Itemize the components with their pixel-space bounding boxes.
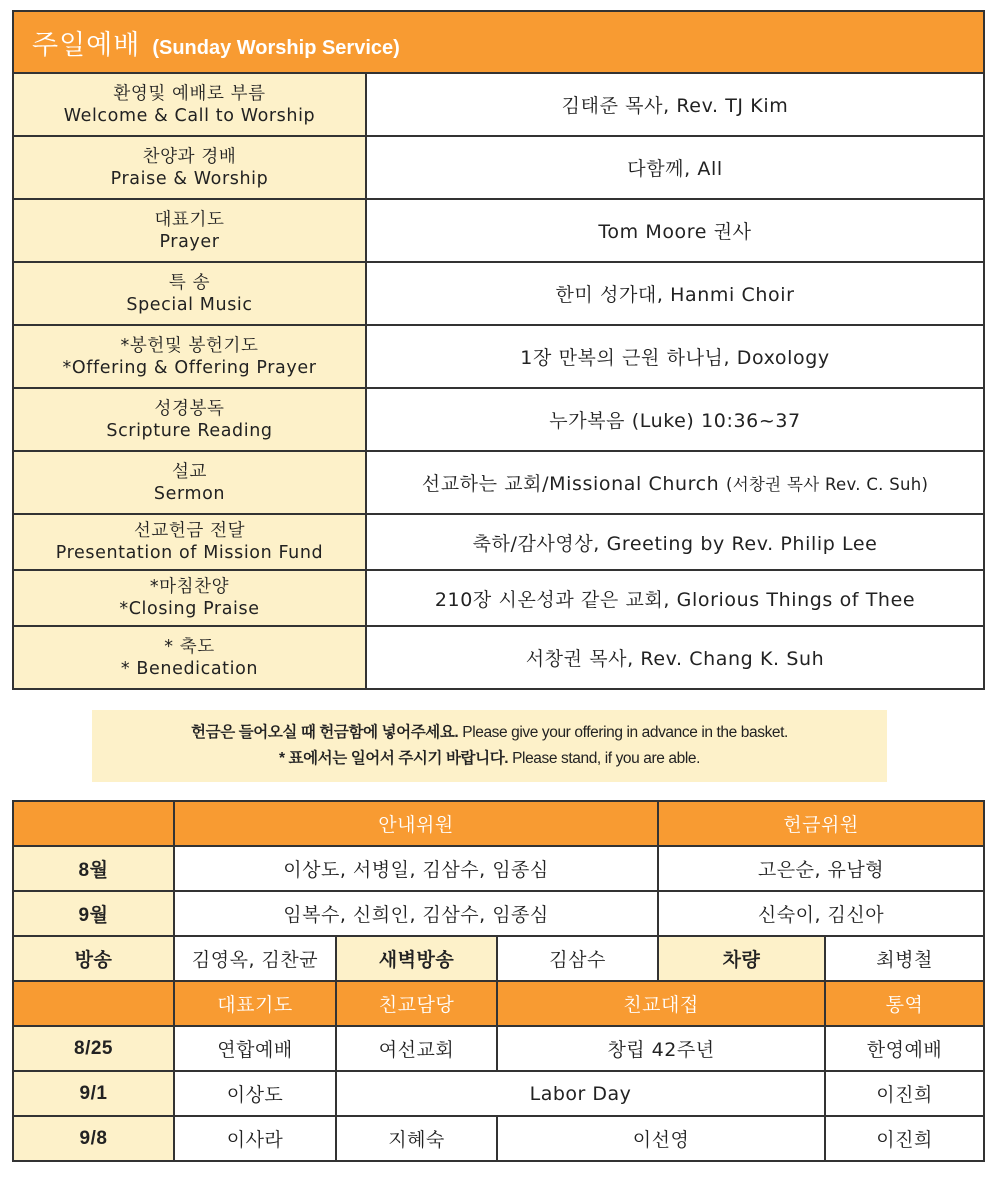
- dawn-broadcast-cell: 김삼수: [497, 936, 658, 981]
- vehicle-label: 차량: [658, 936, 825, 981]
- sermon-preacher: (서창권 목사 Rev. C. Suh): [725, 475, 929, 494]
- fellowship-duty-cell: 지혜숙: [336, 1116, 497, 1161]
- order-item: [13, 73, 366, 136]
- order-item: [13, 199, 366, 262]
- notice-line-1: [92, 720, 887, 746]
- order-item-ko: 특 송: [168, 272, 211, 293]
- usher-header: 안내위원: [174, 801, 658, 846]
- order-leader: 210장 시온성과 같은 교회, Glorious Things of Thee: [366, 570, 984, 626]
- interpretation-header: 통역: [825, 981, 984, 1026]
- order-item: [13, 136, 366, 199]
- week-date: 8/25: [13, 1026, 174, 1071]
- order-item: [13, 626, 366, 689]
- order-item-en: Special Music: [126, 294, 253, 315]
- notice-line-1-ko: 헌금은 들어오실 때 헌금함에 넣어주세요.: [191, 724, 459, 741]
- dawn-broadcast-label: 새벽방송: [336, 936, 497, 981]
- labor-day-cell: Labor Day: [336, 1071, 825, 1116]
- month-label: 9월: [13, 891, 174, 936]
- interpretation-cell: 이진희: [825, 1116, 984, 1161]
- notice-line-1-en: Please give your offering in advance in the basket.: [462, 724, 788, 741]
- week-date: 9/1: [13, 1071, 174, 1116]
- order-item-en: Welcome & Call to Worship: [63, 105, 316, 126]
- order-item-ko: 환영및 예배로 부름: [113, 83, 266, 104]
- order-item-en: Scripture Reading: [106, 420, 273, 441]
- order-item-ko: *마침찬양: [149, 577, 230, 597]
- interpretation-cell: 이진희: [825, 1071, 984, 1116]
- order-item: [13, 570, 366, 626]
- prayer-cell: 연합예배: [174, 1026, 336, 1071]
- fellowship-duty-header: 친교담당: [336, 981, 497, 1026]
- offering-notice: [92, 710, 887, 782]
- fellowship-duty-cell: 여선교회: [336, 1026, 497, 1071]
- fellowship-hosting-cell: 창립 42주년: [497, 1026, 825, 1071]
- month-label: 8월: [13, 846, 174, 891]
- order-item-ko: 성경봉독: [154, 398, 225, 419]
- interpretation-cell: 한영예배: [825, 1026, 984, 1071]
- corner-cell: [13, 981, 174, 1026]
- order-item-ko: 설교: [171, 461, 207, 482]
- vehicle-cell: 최병철: [825, 936, 984, 981]
- notice-line-2-en: Please stand, if you are able.: [512, 750, 700, 767]
- order-item-en: Sermon: [153, 483, 226, 504]
- fellowship-hosting-cell: 이선영: [497, 1116, 825, 1161]
- order-leader: 축하/감사영상, Greeting by Rev. Philip Lee: [366, 514, 984, 570]
- broadcast-label: 방송: [13, 936, 174, 981]
- prayer-cell: 이상도: [174, 1071, 336, 1116]
- order-leader: 한미 성가대, Hanmi Choir: [366, 262, 984, 325]
- order-item-ko: 대표기도: [154, 209, 225, 230]
- order-item-en: Prayer: [159, 231, 220, 252]
- fellowship-hosting-header: 친교대접: [497, 981, 825, 1026]
- week-date: 9/8: [13, 1116, 174, 1161]
- order-item-en: Praise & Worship: [110, 168, 269, 189]
- order-leader: 1장 만복의 근원 하나님, Doxology: [366, 325, 984, 388]
- sermon-title: 선교하는 교회/Missional Church: [421, 473, 720, 495]
- prayer-header: 대표기도: [174, 981, 336, 1026]
- service-title-en: (Sunday Worship Service): [152, 36, 400, 59]
- service-title-ko: 주일예배: [32, 29, 141, 61]
- order-item: [13, 514, 366, 570]
- order-leader: 누가복음 (Luke) 10:36~37: [366, 388, 984, 451]
- ushers-cell: 임복수, 신희인, 김삼수, 임종심: [174, 891, 658, 936]
- order-item-ko: 선교헌금 전달: [133, 521, 246, 541]
- offering-cell: 신숙이, 김신아: [658, 891, 984, 936]
- order-item: [13, 388, 366, 451]
- notice-line-2-ko: * 표에서는 일어서 주시기 바랍니다.: [278, 750, 509, 767]
- order-leader: 다함께, All: [366, 136, 984, 199]
- order-item-en: * Benedication: [120, 658, 259, 679]
- broadcast-cell: 김영옥, 김찬균: [174, 936, 336, 981]
- order-leader: 서창권 목사, Rev. Chang K. Suh: [366, 626, 984, 689]
- order-item-ko: * 축도: [164, 636, 215, 657]
- corner-cell: [13, 801, 174, 846]
- order-item-en: Presentation of Mission Fund: [55, 543, 324, 563]
- prayer-cell: 이사라: [174, 1116, 336, 1161]
- notice-line-2: [92, 746, 887, 772]
- order-item-en: *Offering & Offering Prayer: [62, 357, 317, 378]
- order-leader: Tom Moore 권사: [366, 199, 984, 262]
- ushers-cell: 이상도, 서병일, 김삼수, 임종심: [174, 846, 658, 891]
- order-item-en: *Closing Praise: [119, 599, 260, 619]
- order-leader: 김태준 목사, Rev. TJ Kim: [366, 73, 984, 136]
- service-header: [13, 11, 984, 73]
- order-leader: [366, 451, 984, 514]
- order-item: [13, 262, 366, 325]
- order-item: [13, 451, 366, 514]
- order-item: [13, 325, 366, 388]
- volunteer-table: [12, 800, 985, 1162]
- order-item-ko: *봉헌및 봉헌기도: [120, 335, 259, 356]
- offering-header: 헌금위원: [658, 801, 984, 846]
- order-item-ko: 찬양과 경배: [142, 146, 237, 167]
- worship-order-table: [12, 10, 985, 690]
- offering-cell: 고은순, 유남형: [658, 846, 984, 891]
